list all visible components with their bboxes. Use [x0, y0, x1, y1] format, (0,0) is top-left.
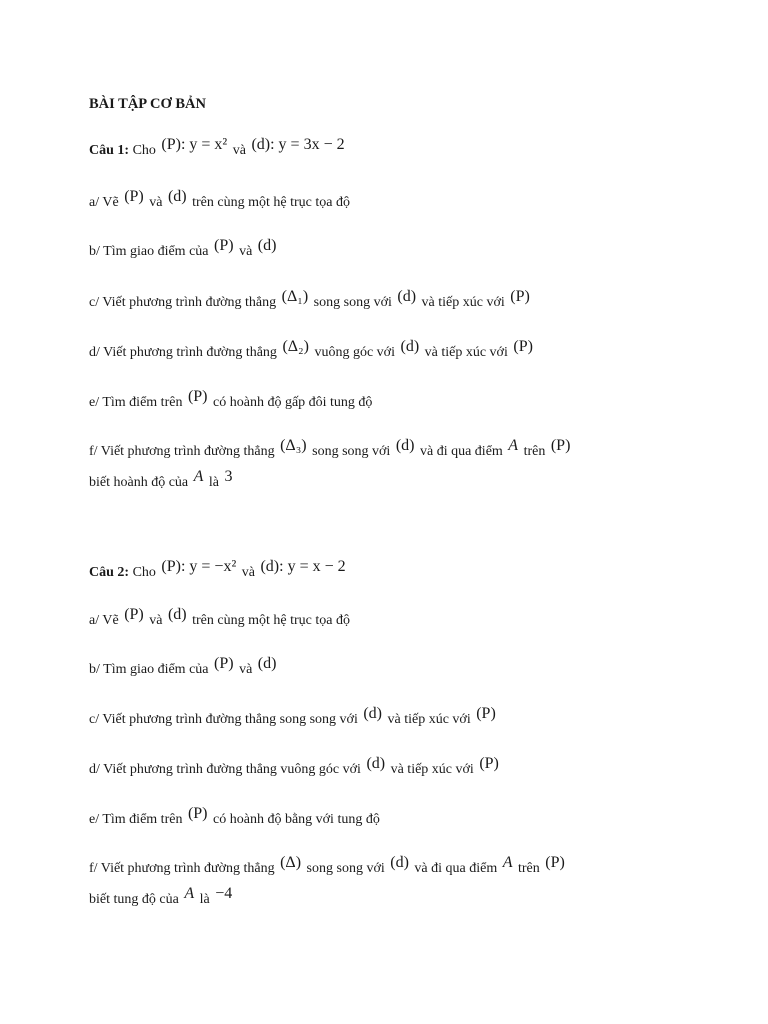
q2-and: và: [241, 565, 255, 580]
text: e/ Tìm điểm trên: [89, 812, 183, 827]
text: song song với: [312, 444, 391, 459]
text: c/ Viết phương trình đường thẳng: [89, 295, 277, 310]
math: A: [184, 885, 195, 902]
q2-label: Câu 2:: [89, 565, 130, 580]
text: và tiếp xúc với: [387, 712, 471, 727]
math: (P): [187, 805, 208, 822]
math: (P): [214, 655, 234, 672]
q1-item-a: [89, 188, 350, 213]
text: có hoành độ bằng với tung độ: [213, 812, 380, 827]
math: (P): [479, 755, 499, 772]
text: song song với: [313, 295, 392, 310]
text: và: [239, 244, 253, 259]
math: (d): [400, 338, 420, 355]
math: (P): [124, 606, 144, 623]
q1-item-d: [89, 338, 535, 363]
q1-and: và: [232, 143, 246, 158]
math: (P): [545, 854, 565, 871]
text: trên: [523, 444, 546, 459]
text: biết hoành độ của: [89, 475, 189, 490]
text: c/ Viết phương trình đường thẳng song song với: [89, 712, 358, 727]
q2-item-d: [89, 755, 501, 780]
page-title: BÀI TẬP CƠ BẢN: [89, 96, 206, 112]
q2-item-f: [89, 854, 567, 879]
math: (Δ): [280, 854, 302, 871]
text: là: [208, 475, 220, 490]
q1-item-c: [89, 288, 532, 313]
math: (d): [397, 288, 417, 305]
text: trên cùng một hệ trục tọa độ: [192, 195, 350, 210]
math: (d): [257, 237, 277, 254]
math: (P): [476, 705, 496, 722]
q1-item-f-continued: [89, 468, 235, 493]
text: và đi qua điểm: [419, 444, 503, 459]
math: (Δ₃): [280, 437, 307, 454]
math: −4: [215, 885, 233, 902]
text: trên: [518, 861, 540, 876]
q2-item-c: [89, 705, 498, 730]
math: (d): [167, 188, 187, 205]
text: d/ Viết phương trình đường thẳng: [89, 345, 277, 360]
text: song song với: [306, 861, 385, 876]
math: (d): [366, 755, 386, 772]
q2-item-a: [89, 606, 350, 631]
q1-item-e: [89, 388, 373, 413]
text: có hoành độ gấp đôi tung độ: [213, 395, 373, 410]
text: vuông góc với: [314, 345, 395, 360]
text: là: [199, 892, 210, 907]
text: a/ Vẽ: [89, 613, 119, 628]
q1-label: Câu 1:: [89, 143, 130, 158]
text: d/ Viết phương trình đường thẳng vuông góc với: [89, 762, 361, 777]
math: A: [502, 854, 513, 871]
text: trên cùng một hệ trục tọa độ: [192, 613, 350, 628]
math: (d): [395, 437, 415, 454]
q1-item-f: [89, 437, 572, 462]
math: 3: [224, 468, 233, 485]
text: a/ Vẽ: [89, 195, 119, 210]
math: (Δ₂): [282, 338, 309, 355]
math: A: [193, 468, 204, 485]
q2-header: [89, 558, 348, 583]
q2-item-b: [89, 655, 278, 680]
text: và đi qua điểm: [414, 861, 498, 876]
math: (d): [390, 854, 409, 871]
text: và tiếp xúc với: [421, 295, 505, 310]
math: (d): [363, 705, 382, 722]
q2-item-f-continued: [89, 885, 234, 910]
q1-item-b: [89, 237, 278, 262]
text: và tiếp xúc với: [424, 345, 508, 360]
text: và: [149, 195, 163, 210]
text: b/ Tìm giao điểm của: [89, 244, 209, 259]
q1-line-def: (d): y = 3x − 2: [251, 136, 345, 153]
math: (P): [513, 338, 533, 355]
text: và: [149, 613, 163, 628]
q1-header: [89, 136, 347, 161]
text: f/ Viết phương trình đường thẳng: [89, 861, 275, 876]
math: (d): [167, 606, 187, 623]
math: (P): [214, 237, 234, 254]
math: (P): [510, 288, 530, 305]
q2-intro: Cho: [132, 565, 156, 580]
text: biết tung độ của: [89, 892, 179, 907]
q1-parabola-def: (P): y = x²: [161, 136, 228, 153]
q2-line-def: (d): y = x − 2: [260, 558, 346, 575]
math: (d): [257, 655, 277, 672]
text: và tiếp xúc với: [390, 762, 474, 777]
text: f/ Viết phương trình đường thẳng: [89, 444, 275, 459]
math: (Δ₁): [281, 288, 309, 305]
math: (P): [550, 437, 571, 454]
math: (P): [124, 188, 144, 205]
q2-item-e: [89, 805, 380, 830]
math: A: [508, 437, 519, 454]
text: và: [239, 662, 253, 677]
q2-parabola-def: (P): y = −x²: [161, 558, 237, 575]
math: (P): [187, 388, 208, 405]
text: b/ Tìm giao điểm của: [89, 662, 209, 677]
text: e/ Tìm điểm trên: [89, 395, 183, 410]
q1-intro: Cho: [132, 143, 156, 158]
